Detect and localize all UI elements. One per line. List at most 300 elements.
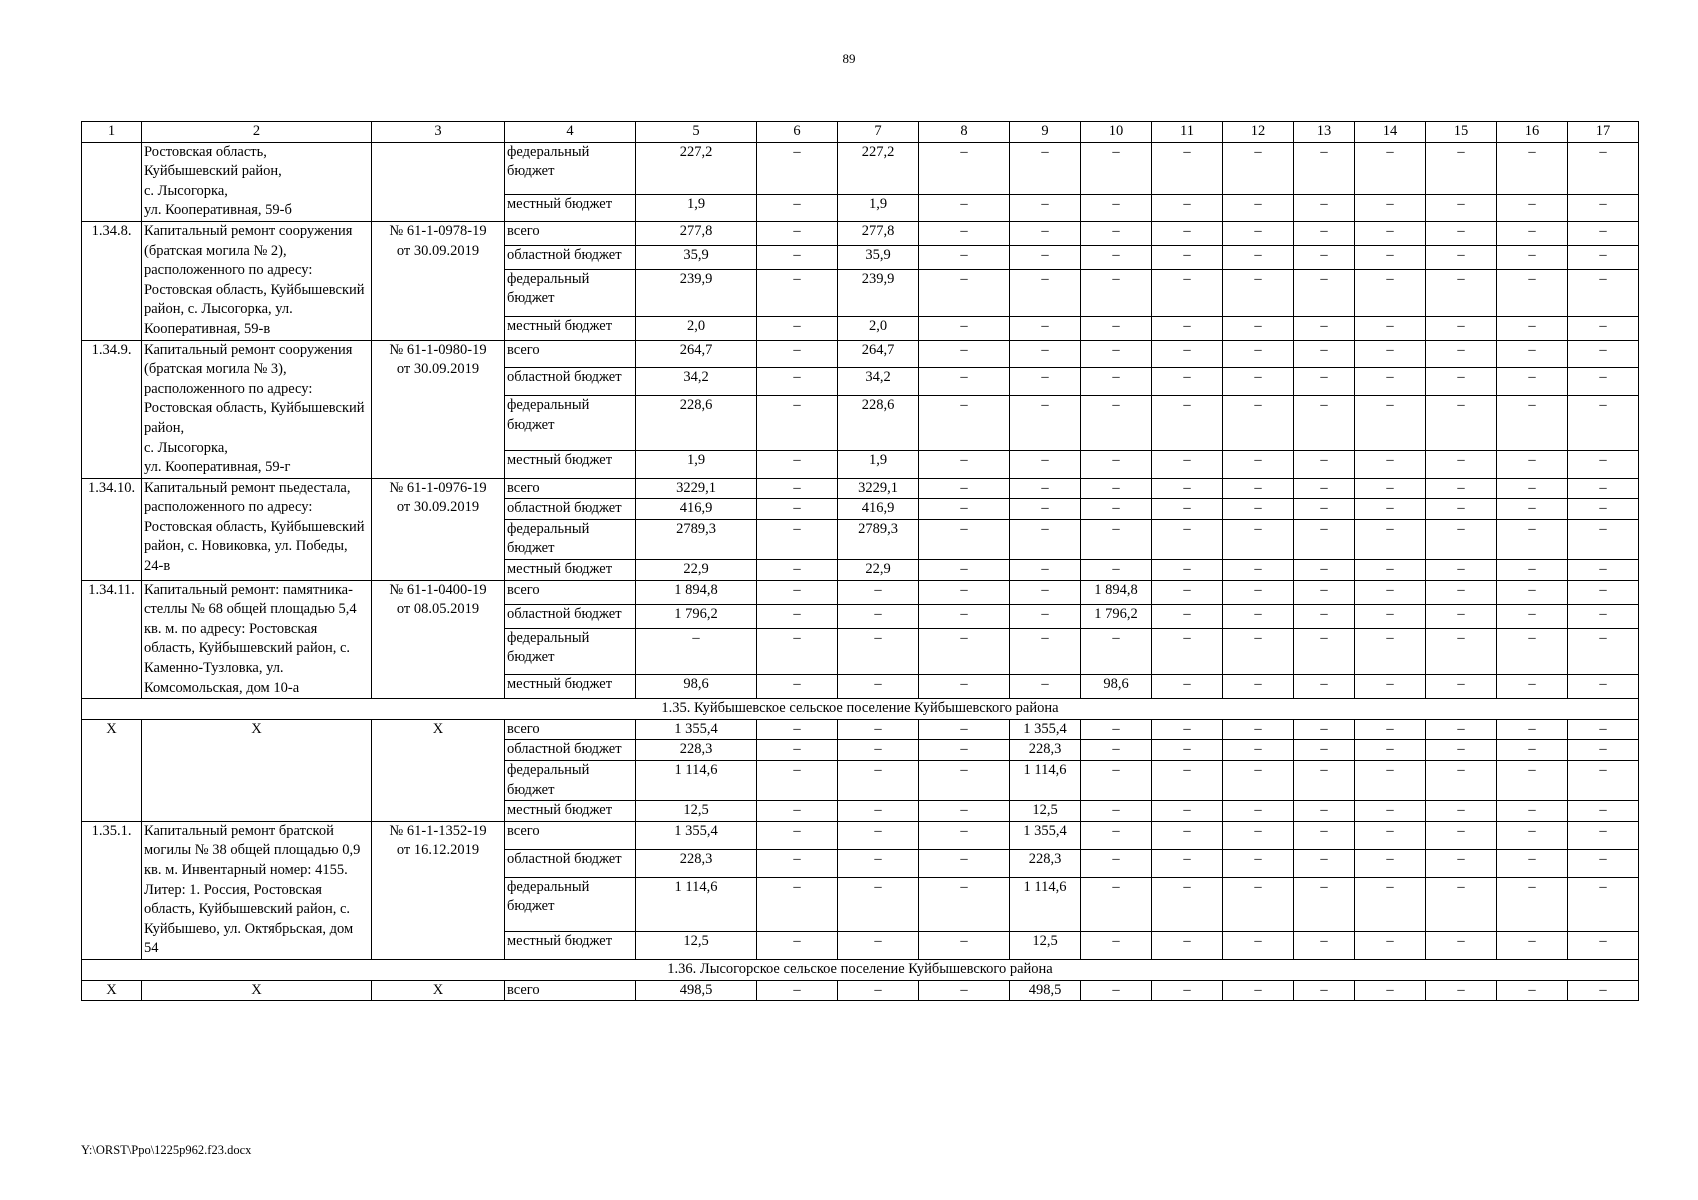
value-cell: – (1152, 368, 1223, 396)
value-cell: – (1497, 195, 1568, 222)
value-cell: – (1010, 580, 1081, 604)
funding-source: всего (505, 221, 636, 245)
value-cell: – (1497, 519, 1568, 559)
table-row (82, 340, 1639, 368)
item-name: Капитальный ремонт сооружения (братская могила № 3), расположенного по адресу: Ростовская область, Куйбышевский район, с. Лысогорка, ул. Кооперативная, 59-г (142, 340, 372, 478)
value-cell: – (1355, 980, 1426, 1001)
value-cell: – (1081, 316, 1152, 340)
item-name: Х (142, 719, 372, 821)
value-cell: – (1497, 368, 1568, 396)
table-row (82, 478, 1639, 499)
value-cell: – (919, 499, 1010, 520)
column-number-cell: 12 (1223, 122, 1294, 143)
value-cell: – (1426, 368, 1497, 396)
value-cell: 2,0 (636, 316, 757, 340)
item-number: Х (82, 719, 142, 821)
column-number-cell: 6 (757, 122, 838, 143)
value-cell: 1 114,6 (636, 761, 757, 801)
value-cell: – (757, 499, 838, 520)
value-cell: – (1497, 142, 1568, 194)
value-cell: – (1497, 932, 1568, 960)
item-name: Капитальный ремонт братской могилы № 38 общей площадью 0,9 кв. м. Инвентарный номер: 4155. Литер: 1. Россия, Ростовская область, Куйбышевский район, с. Куйбышево, ул. Октябрьская, дом 54 (142, 821, 372, 959)
value-cell: – (1568, 604, 1639, 628)
value-cell: – (1568, 340, 1639, 368)
value-cell: – (919, 719, 1010, 740)
value-cell: – (1568, 316, 1639, 340)
value-cell: – (1355, 821, 1426, 849)
item-name: Ростовская область, Куйбышевский район, с. Лысогорка, ул. Кооперативная, 59-б (142, 142, 372, 221)
item-name: Капитальный ремонт: памятника-стеллы № 68 общей площадью 5,4 кв. м. по адресу: Ростовская область, Куйбышевский район, с. Каменно-Тузловка, ул. Комсомольская, дом 10-а (142, 580, 372, 699)
value-cell: – (1294, 142, 1355, 194)
value-cell: 498,5 (636, 980, 757, 1001)
item-document: № 61-1-1352-19 от 16.12.2019 (372, 821, 505, 959)
value-cell: – (1081, 499, 1152, 520)
value-cell: – (1294, 675, 1355, 699)
value-cell: – (1426, 740, 1497, 761)
value-cell: – (1568, 877, 1639, 931)
value-cell: – (838, 580, 919, 604)
item-document: № 61-1-0400-19 от 08.05.2019 (372, 580, 505, 699)
value-cell: – (1223, 604, 1294, 628)
value-cell: – (919, 604, 1010, 628)
item-document: № 61-1-0976-19 от 30.09.2019 (372, 478, 505, 580)
funding-source: всего (505, 821, 636, 849)
value-cell: – (1568, 396, 1639, 450)
funding-source: всего (505, 340, 636, 368)
value-cell: – (1152, 560, 1223, 581)
value-cell: – (1568, 560, 1639, 581)
value-cell: – (1426, 877, 1497, 931)
value-cell: – (1223, 821, 1294, 849)
value-cell: – (757, 932, 838, 960)
value-cell: – (919, 221, 1010, 245)
value-cell: – (838, 980, 919, 1001)
value-cell: – (1010, 396, 1081, 450)
funding-source: областной бюджет (505, 604, 636, 628)
value-cell: – (919, 368, 1010, 396)
value-cell: – (1010, 316, 1081, 340)
value-cell: 416,9 (636, 499, 757, 520)
value-cell: – (757, 396, 838, 450)
value-cell: – (1152, 450, 1223, 478)
value-cell: – (1152, 628, 1223, 675)
value-cell: – (1010, 478, 1081, 499)
value-cell: – (1426, 980, 1497, 1001)
value-cell: – (1497, 877, 1568, 931)
value-cell: – (1497, 340, 1568, 368)
value-cell: 227,2 (838, 142, 919, 194)
value-cell: – (1081, 221, 1152, 245)
column-number-cell: 13 (1294, 122, 1355, 143)
value-cell: – (1223, 628, 1294, 675)
value-cell: – (1497, 719, 1568, 740)
value-cell: – (1010, 340, 1081, 368)
value-cell: – (1081, 340, 1152, 368)
value-cell: – (1152, 877, 1223, 931)
value-cell: – (1223, 368, 1294, 396)
section-title: 1.35. Куйбышевское сельское поселение Куйбышевского района (82, 699, 1639, 720)
value-cell: 12,5 (636, 801, 757, 822)
value-cell: – (757, 877, 838, 931)
value-cell: – (1568, 478, 1639, 499)
value-cell: – (1223, 801, 1294, 822)
value-cell: – (1152, 195, 1223, 222)
value-cell: 228,6 (838, 396, 919, 450)
value-cell: – (1355, 269, 1426, 316)
section-row (82, 699, 1639, 720)
value-cell: 3229,1 (636, 478, 757, 499)
value-cell: – (1355, 478, 1426, 499)
value-cell: – (1568, 719, 1639, 740)
value-cell: – (1497, 761, 1568, 801)
value-cell: – (1497, 269, 1568, 316)
value-cell: – (1294, 980, 1355, 1001)
item-number: Х (82, 980, 142, 1001)
value-cell: – (1010, 675, 1081, 699)
value-cell: – (1223, 340, 1294, 368)
value-cell: – (1152, 675, 1223, 699)
column-number-cell: 7 (838, 122, 919, 143)
value-cell: – (1152, 221, 1223, 245)
value-cell: – (1497, 580, 1568, 604)
value-cell: – (838, 877, 919, 931)
value-cell: – (757, 316, 838, 340)
value-cell: – (1223, 980, 1294, 1001)
value-cell: – (757, 849, 838, 877)
item-number: 1.34.11. (82, 580, 142, 699)
value-cell: – (1294, 316, 1355, 340)
value-cell: – (838, 628, 919, 675)
value-cell: – (1568, 195, 1639, 222)
section-row (82, 959, 1639, 980)
value-cell: – (1010, 560, 1081, 581)
value-cell: 1 796,2 (636, 604, 757, 628)
value-cell: – (1426, 221, 1497, 245)
value-cell: – (1426, 580, 1497, 604)
value-cell: 98,6 (1081, 675, 1152, 699)
value-cell: 1 355,4 (1010, 821, 1081, 849)
value-cell: – (757, 519, 838, 559)
value-cell: – (1355, 221, 1426, 245)
column-number-row (82, 122, 1639, 143)
funding-source: местный бюджет (505, 932, 636, 960)
value-cell: – (1355, 932, 1426, 960)
value-cell: – (1081, 519, 1152, 559)
value-cell: – (1355, 450, 1426, 478)
funding-source: местный бюджет (505, 450, 636, 478)
funding-source: местный бюджет (505, 560, 636, 581)
value-cell: – (919, 340, 1010, 368)
value-cell: – (1568, 628, 1639, 675)
value-cell: 1 114,6 (636, 877, 757, 931)
value-cell: – (1010, 368, 1081, 396)
value-cell: – (1223, 560, 1294, 581)
value-cell: – (919, 932, 1010, 960)
value-cell: – (1497, 221, 1568, 245)
value-cell: 3229,1 (838, 478, 919, 499)
value-cell: – (1294, 719, 1355, 740)
value-cell: – (919, 269, 1010, 316)
value-cell: 2,0 (838, 316, 919, 340)
value-cell: – (1568, 932, 1639, 960)
value-cell: – (919, 519, 1010, 559)
value-cell: – (1568, 821, 1639, 849)
value-cell: 416,9 (838, 499, 919, 520)
value-cell: 227,2 (636, 142, 757, 194)
value-cell: 1 355,4 (636, 719, 757, 740)
value-cell: – (1081, 761, 1152, 801)
page-number: 89 (842, 51, 856, 66)
item-number (82, 142, 142, 221)
value-cell: – (1223, 316, 1294, 340)
value-cell: 34,2 (838, 368, 919, 396)
value-cell: 264,7 (838, 340, 919, 368)
value-cell: – (757, 478, 838, 499)
value-cell: – (1081, 821, 1152, 849)
value-cell: – (1294, 519, 1355, 559)
column-number-cell: 14 (1355, 122, 1426, 143)
value-cell: – (1081, 269, 1152, 316)
value-cell: – (1497, 450, 1568, 478)
value-cell: – (919, 821, 1010, 849)
table-row (82, 719, 1639, 740)
funding-source: федеральный бюджет (505, 628, 636, 675)
column-number-cell: 15 (1426, 122, 1497, 143)
value-cell: – (919, 478, 1010, 499)
value-cell: – (757, 142, 838, 194)
value-cell: – (1223, 761, 1294, 801)
value-cell: – (1152, 396, 1223, 450)
column-number-cell: 3 (372, 122, 505, 143)
value-cell: – (1223, 580, 1294, 604)
value-cell: – (838, 604, 919, 628)
value-cell: – (757, 580, 838, 604)
value-cell: – (1568, 450, 1639, 478)
value-cell: – (919, 316, 1010, 340)
value-cell: 1 796,2 (1081, 604, 1152, 628)
value-cell: – (1010, 195, 1081, 222)
value-cell: – (919, 245, 1010, 269)
value-cell: – (1497, 604, 1568, 628)
value-cell: – (1568, 980, 1639, 1001)
value-cell: – (1081, 195, 1152, 222)
value-cell: – (757, 221, 838, 245)
budget-table (81, 121, 1639, 1001)
column-number-cell: 16 (1497, 122, 1568, 143)
value-cell: – (757, 340, 838, 368)
value-cell: – (1426, 849, 1497, 877)
value-cell: 239,9 (838, 269, 919, 316)
value-cell: 2789,3 (636, 519, 757, 559)
value-cell: – (757, 368, 838, 396)
value-cell: – (757, 821, 838, 849)
value-cell: – (1294, 849, 1355, 877)
value-cell: – (1081, 368, 1152, 396)
column-number-cell: 9 (1010, 122, 1081, 143)
value-cell: – (1355, 580, 1426, 604)
value-cell: – (1223, 719, 1294, 740)
value-cell: 35,9 (838, 245, 919, 269)
value-cell: – (1497, 396, 1568, 450)
column-number-cell: 17 (1568, 122, 1639, 143)
value-cell: – (1010, 142, 1081, 194)
value-cell: – (1426, 396, 1497, 450)
value-cell: – (1081, 628, 1152, 675)
value-cell: – (1497, 245, 1568, 269)
value-cell: – (1426, 932, 1497, 960)
value-cell: – (1294, 761, 1355, 801)
value-cell: 1,9 (838, 450, 919, 478)
column-number-cell: 2 (142, 122, 372, 143)
value-cell: – (1294, 560, 1355, 581)
value-cell: – (838, 849, 919, 877)
value-cell: – (757, 980, 838, 1001)
value-cell: – (838, 761, 919, 801)
value-cell: – (1223, 849, 1294, 877)
value-cell: – (1426, 142, 1497, 194)
value-cell: – (1010, 221, 1081, 245)
value-cell: – (1294, 628, 1355, 675)
value-cell: – (1497, 499, 1568, 520)
value-cell: – (1294, 221, 1355, 245)
value-cell: – (1426, 719, 1497, 740)
value-cell: – (919, 740, 1010, 761)
value-cell: – (1568, 675, 1639, 699)
value-cell: – (1223, 499, 1294, 520)
value-cell: – (1294, 580, 1355, 604)
value-cell: – (1010, 450, 1081, 478)
funding-source: областной бюджет (505, 499, 636, 520)
funding-source: федеральный бюджет (505, 877, 636, 931)
item-number: 1.34.10. (82, 478, 142, 580)
value-cell: 228,3 (1010, 849, 1081, 877)
value-cell: – (838, 675, 919, 699)
value-cell: – (1081, 396, 1152, 450)
value-cell: – (1426, 340, 1497, 368)
value-cell: – (1497, 980, 1568, 1001)
value-cell: – (1568, 245, 1639, 269)
value-cell: – (919, 450, 1010, 478)
column-number-cell: 1 (82, 122, 142, 143)
value-cell: – (1426, 245, 1497, 269)
value-cell: – (757, 740, 838, 761)
value-cell: – (1497, 849, 1568, 877)
value-cell: – (1426, 269, 1497, 316)
value-cell: – (1426, 761, 1497, 801)
funding-source: всего (505, 719, 636, 740)
table-row (82, 221, 1639, 245)
column-number-cell: 10 (1081, 122, 1152, 143)
funding-source: федеральный бюджет (505, 269, 636, 316)
funding-source: областной бюджет (505, 245, 636, 269)
value-cell: – (1426, 821, 1497, 849)
value-cell: 1 894,8 (1081, 580, 1152, 604)
value-cell: – (757, 761, 838, 801)
value-cell: 1,9 (838, 195, 919, 222)
value-cell: – (1152, 519, 1223, 559)
value-cell: – (1294, 499, 1355, 520)
value-cell: – (1223, 877, 1294, 931)
value-cell: 1,9 (636, 450, 757, 478)
value-cell: – (1152, 499, 1223, 520)
funding-source: всего (505, 580, 636, 604)
value-cell: – (1294, 450, 1355, 478)
value-cell: – (757, 245, 838, 269)
value-cell: – (1568, 368, 1639, 396)
value-cell: – (1426, 478, 1497, 499)
value-cell: – (838, 932, 919, 960)
value-cell: – (1568, 142, 1639, 194)
value-cell: – (1497, 675, 1568, 699)
value-cell: – (1426, 519, 1497, 559)
value-cell: – (1355, 316, 1426, 340)
value-cell: – (757, 195, 838, 222)
value-cell: – (1294, 478, 1355, 499)
value-cell: – (757, 719, 838, 740)
value-cell: – (1081, 801, 1152, 822)
value-cell: – (1223, 740, 1294, 761)
value-cell: – (1497, 821, 1568, 849)
funding-source: местный бюджет (505, 195, 636, 222)
value-cell: – (1152, 980, 1223, 1001)
value-cell: 239,9 (636, 269, 757, 316)
item-name: Капитальный ремонт сооружения (братская могила № 2), расположенного по адресу: Ростовская область, Куйбышевский район, с. Лысогорка, ул. Кооперативная, 59-в (142, 221, 372, 340)
value-cell: – (1497, 628, 1568, 675)
funding-source: областной бюджет (505, 740, 636, 761)
value-cell: – (1294, 245, 1355, 269)
funding-source: областной бюджет (505, 368, 636, 396)
value-cell: – (1294, 195, 1355, 222)
value-cell: – (757, 628, 838, 675)
value-cell: – (838, 740, 919, 761)
value-cell: – (1568, 519, 1639, 559)
value-cell: – (1152, 604, 1223, 628)
value-cell: – (1081, 142, 1152, 194)
value-cell: 34,2 (636, 368, 757, 396)
item-document (372, 142, 505, 221)
value-cell: – (1010, 519, 1081, 559)
table-row (82, 580, 1639, 604)
value-cell: – (1355, 245, 1426, 269)
value-cell: – (919, 980, 1010, 1001)
value-cell: – (1568, 499, 1639, 520)
value-cell: – (1223, 478, 1294, 499)
value-cell: – (1568, 580, 1639, 604)
value-cell: – (1152, 740, 1223, 761)
item-document: № 61-1-0980-19 от 30.09.2019 (372, 340, 505, 478)
value-cell: 12,5 (1010, 932, 1081, 960)
value-cell: – (919, 801, 1010, 822)
item-name: Х (142, 980, 372, 1001)
value-cell: – (1294, 368, 1355, 396)
value-cell: – (1294, 740, 1355, 761)
value-cell: – (1355, 849, 1426, 877)
value-cell: – (757, 450, 838, 478)
value-cell: 228,6 (636, 396, 757, 450)
value-cell: – (1223, 450, 1294, 478)
funding-source: местный бюджет (505, 675, 636, 699)
value-cell: – (1152, 821, 1223, 849)
value-cell: – (1010, 499, 1081, 520)
value-cell: – (1426, 195, 1497, 222)
value-cell: – (1223, 195, 1294, 222)
value-cell: – (1426, 499, 1497, 520)
value-cell: – (1010, 245, 1081, 269)
value-cell: – (919, 761, 1010, 801)
value-cell: – (1010, 269, 1081, 316)
value-cell: – (1294, 821, 1355, 849)
table-row (82, 142, 1639, 194)
